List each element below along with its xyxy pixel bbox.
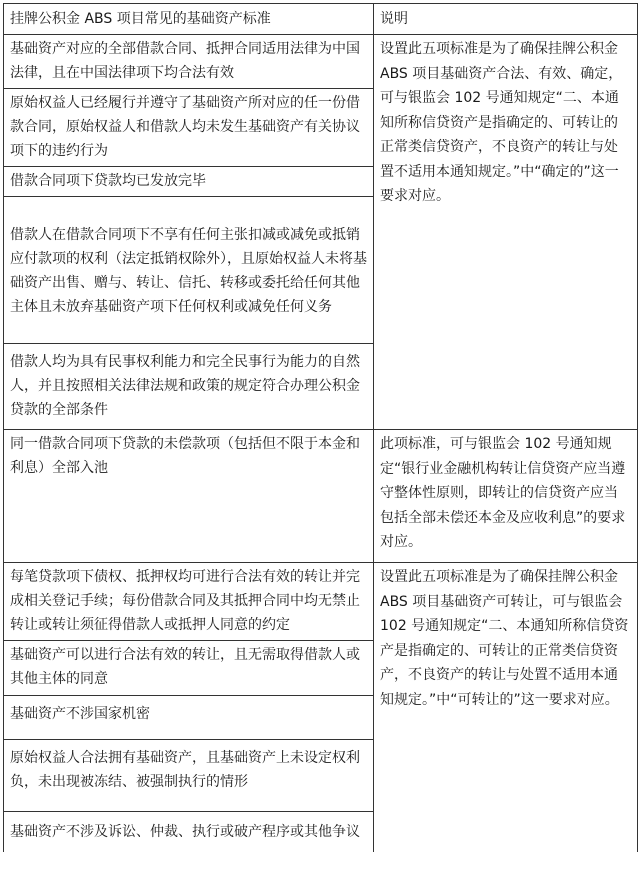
criterion-cell: 基础资产不涉及诉讼、仲裁、执行或破产程序或其他争议 bbox=[4, 812, 374, 852]
table-header-row bbox=[4, 4, 638, 35]
explanation-cell-transferability: 设置此五项标准是为了确保挂牌公积金 ABS 项目基础资产可转让，可与银监会 102 号通知规定“二、本通知所称信贷资产是指确定的、可转让的正常类信贷资产，不良资产的转让与处置不适用本通知规定。”中“可转让的”这一要求对应。 bbox=[374, 563, 638, 852]
table-row bbox=[4, 35, 638, 89]
table-row bbox=[4, 563, 638, 641]
explanation-cell-integrity: 此项标准，可与银监会 102 号通知规定“银行业金融机构转让信贷资产应当遵守整体性原则，即转让的信贷资产应当包括全部未偿还本金及应收利息”的要求对应。 bbox=[374, 430, 638, 563]
criterion-cell: 基础资产可以进行合法有效的转让，且无需取得借款人或其他主体的同意 bbox=[4, 641, 374, 696]
explanation-column-header: 说明 bbox=[374, 4, 638, 35]
criterion-cell: 每笔贷款项下债权、抵押权均可进行合法有效的转让并完成相关登记手续；每份借款合同及其抵押合同中均无禁止转让或转让须征得借款人或抵押人同意的约定 bbox=[4, 563, 374, 641]
criterion-cell: 原始权益人合法拥有基础资产，且基础资产上未设定权利负，未出现被冻结、被强制执行的情形 bbox=[4, 740, 374, 812]
criterion-cell: 借款人在借款合同项下不享有任何主张扣减或减免或抵销应付款项的权利（法定抵销权除外），且原始权益人未将基础资产出售、赠与、转让、信托、转移或委托给任何其他主体且未放弃基础资产项下任何权利或减免任何义务 bbox=[4, 197, 374, 344]
table-row bbox=[4, 430, 638, 563]
criterion-cell: 原始权益人已经履行并遵守了基础资产所对应的任一份借款合同，原始权益人和借款人均未发生基础资产有关协议项下的违约行为 bbox=[4, 89, 374, 167]
asset-criteria-table bbox=[3, 3, 638, 852]
criteria-column-header: 挂牌公积金 ABS 项目常见的基础资产标准 bbox=[4, 4, 374, 35]
criterion-cell: 基础资产不涉国家机密 bbox=[4, 696, 374, 740]
criterion-cell: 基础资产对应的全部借款合同、抵押合同适用法律为中国法律，且在中国法律项下均合法有效 bbox=[4, 35, 374, 89]
criterion-cell: 借款合同项下贷款均已发放完毕 bbox=[4, 167, 374, 197]
explanation-cell-certainty: 设置此五项标准是为了确保挂牌公积金 ABS 项目基础资产合法、有效、确定，可与银监会 102 号通知规定“二、本通知所称信贷资产是指确定的、可转让的正常类信贷资产，不良资产的转让与处置不适用本通知规定。”中“确定的”这一要求对应。 bbox=[374, 35, 638, 430]
criterion-cell: 同一借款合同项下贷款的未偿款项（包括但不限于本金和利息）全部入池 bbox=[4, 430, 374, 563]
criterion-cell: 借款人均为具有民事权利能力和完全民事行为能力的自然人，并且按照相关法律法规和政策的规定符合办理公积金贷款的全部条件 bbox=[4, 344, 374, 430]
